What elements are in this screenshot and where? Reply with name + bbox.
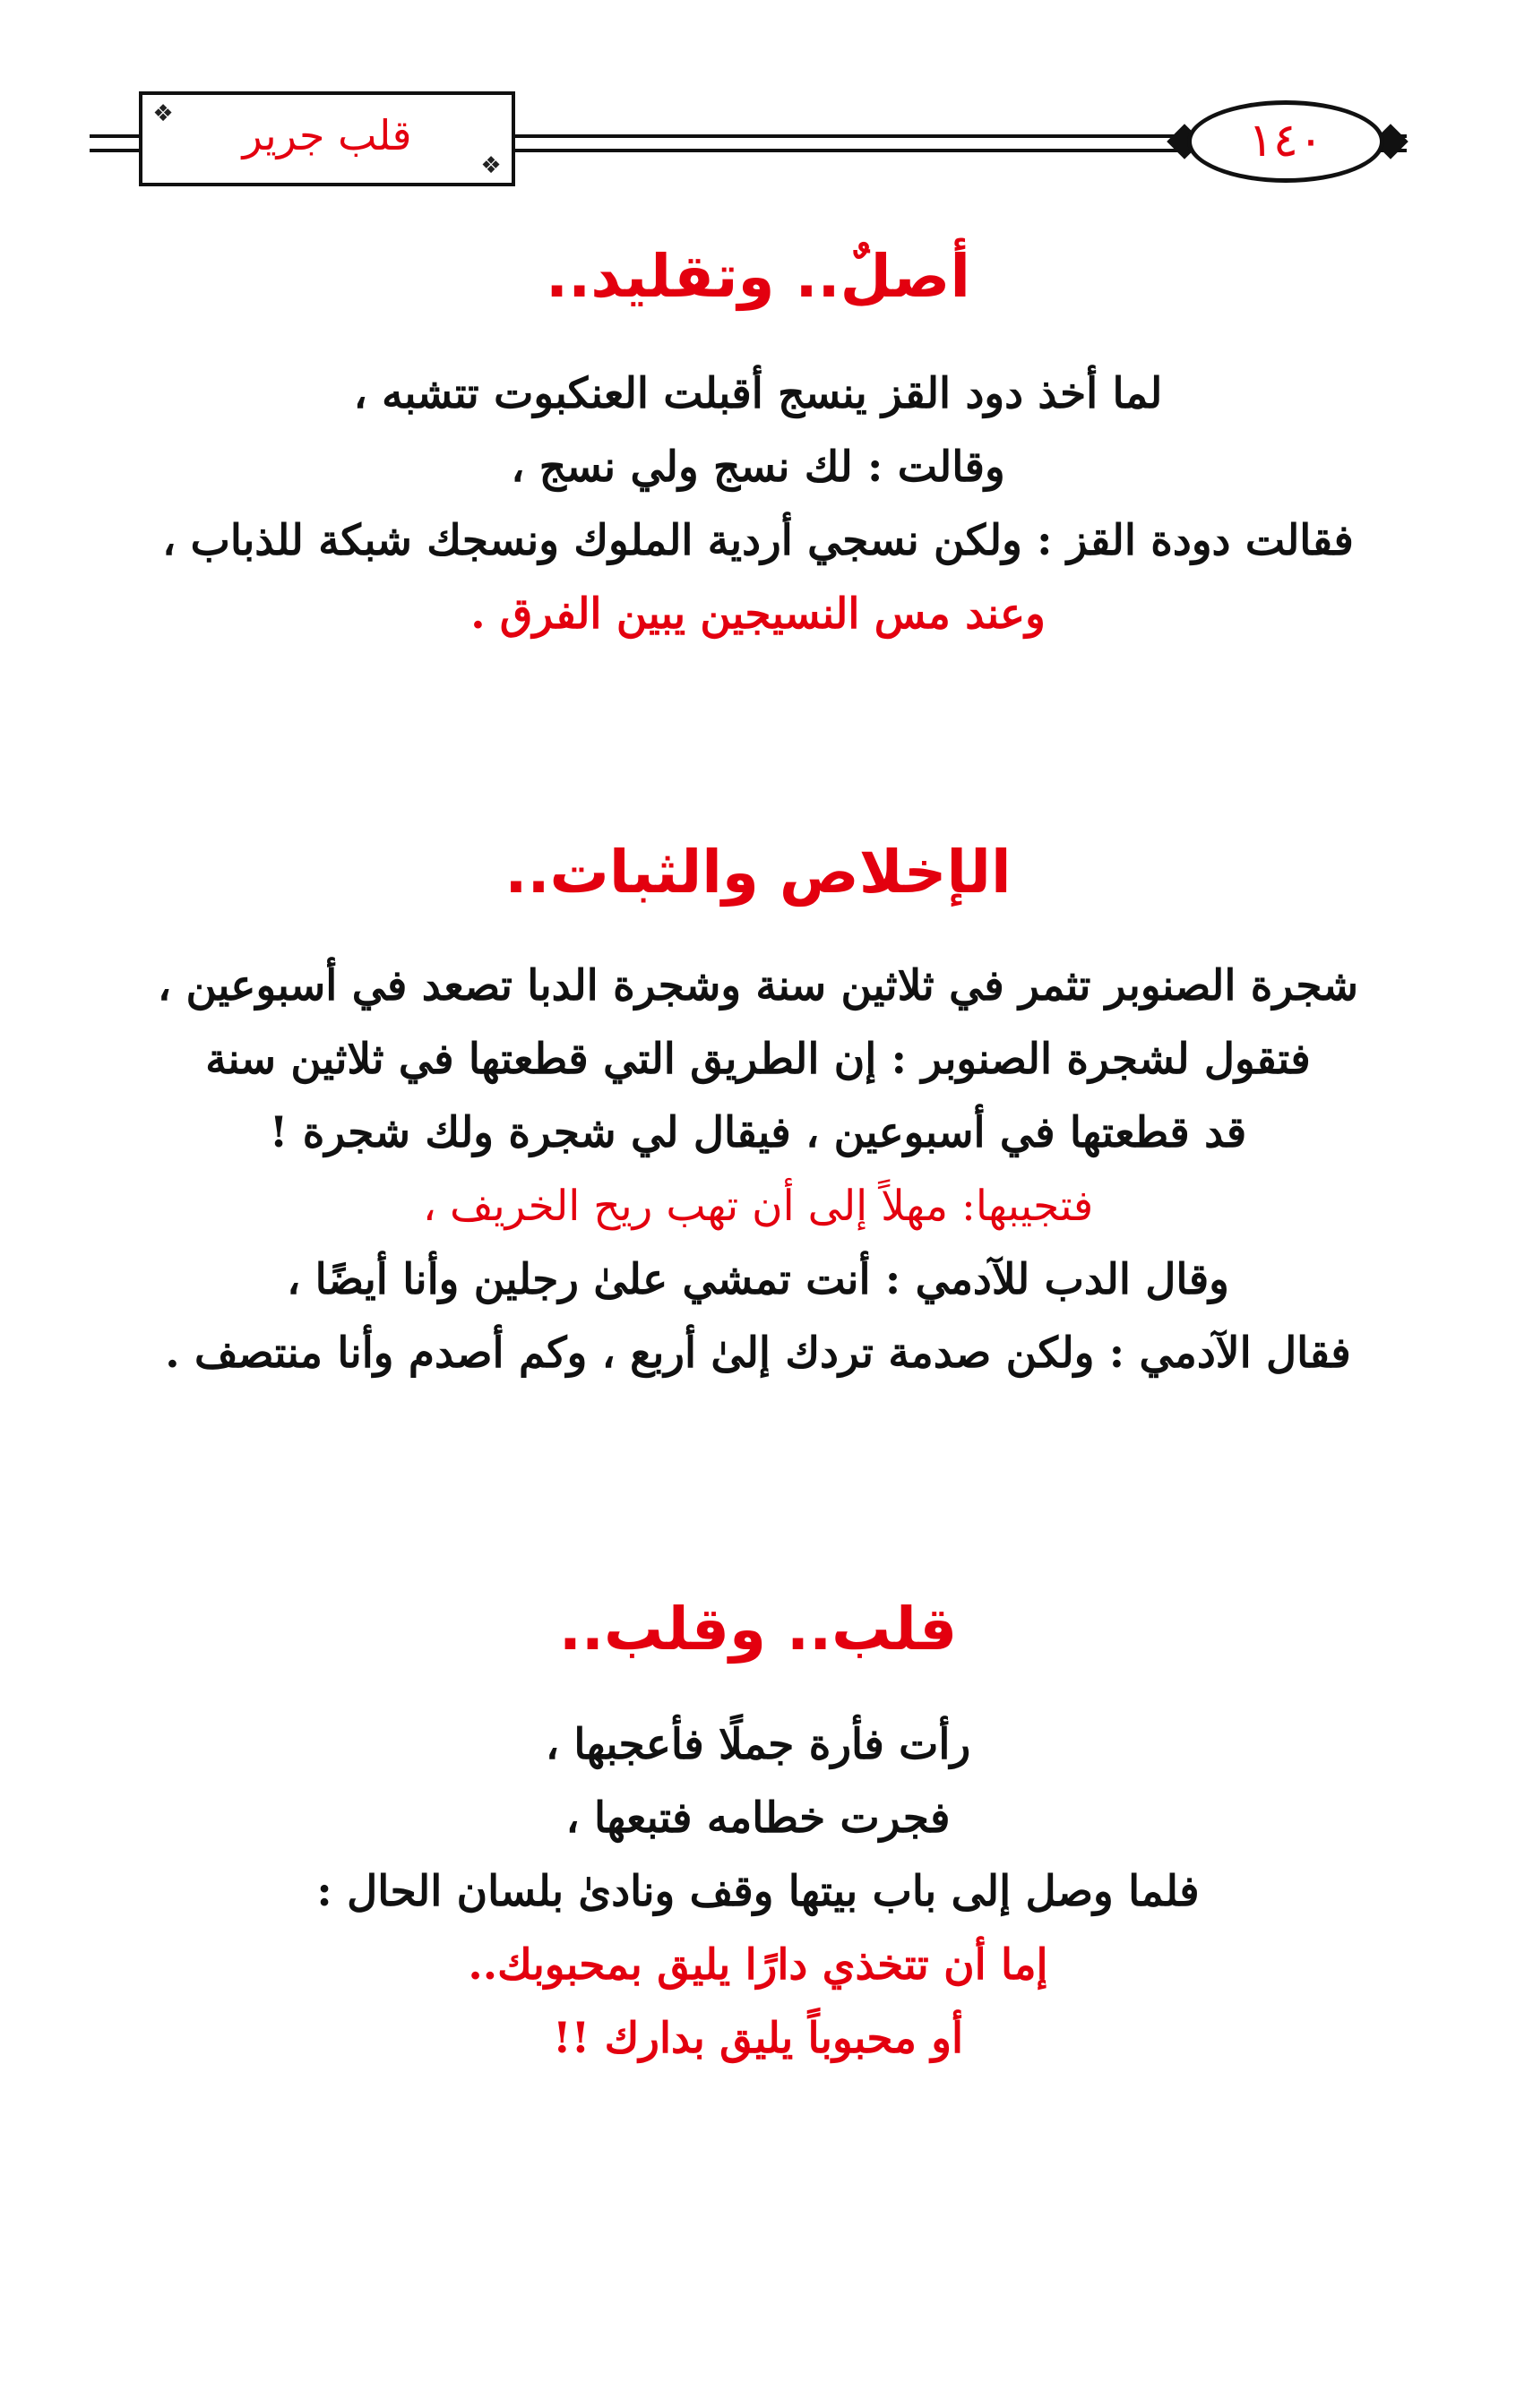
text-line: فقال الآدمي : ولكن صدمة تردك إلىٰ أربع ، وكم أصدم وأنا منتصف . xyxy=(165,1329,1351,1378)
text-line: فتقول لشجرة الصنوبر : إن الطريق التي قطعتها في ثلاثين سنة xyxy=(205,1035,1311,1084)
text-line: فلما وصل إلى باب بيتها وقف ونادىٰ بلسان الحال : xyxy=(316,1867,1200,1916)
book-title: قلب جرير xyxy=(242,111,412,159)
text-line: وقال الدب للآدمي : أنت تمشي علىٰ رجلين وأنا أيضًا ، xyxy=(287,1255,1229,1304)
section-qalb-wa-qalb xyxy=(108,1595,1408,2076)
text-line-highlight: إما أن تتخذي دارًا يليق بمحبوبك.. xyxy=(468,1940,1048,1990)
text-line: وقالت : لك نسج ولي نسج ، xyxy=(511,443,1005,492)
section-heading: قلب.. وقلب.. xyxy=(558,1595,958,1664)
book-title-box xyxy=(139,91,515,186)
page-header xyxy=(0,0,1516,215)
text-line: رأت فأرة جملًا فأعجبها ، xyxy=(545,1720,971,1769)
text-line: فجرت خطامه فتبعها ، xyxy=(565,1793,951,1843)
text-line-highlight: وعند مس النسيجين يبين الفرق . xyxy=(470,589,1046,639)
text-line: لما أخذ دود القز ينسج أقبلت العنكبوت تتشبه ، xyxy=(353,369,1163,418)
section-heading: أصلٌ.. وتقليد.. xyxy=(546,242,970,311)
text-line: قد قطعتها في أسبوعين ، فيقال لي شجرة ولك شجرة ! xyxy=(269,1108,1247,1157)
text-line: شجرة الصنوبر تثمر في ثلاثين سنة وشجرة الدبا تصعد في أسبوعين ، xyxy=(157,961,1359,1010)
text-line-highlight: أو محبوباً يليق بدارك !! xyxy=(552,2014,964,2063)
ornament-icon: ❖ xyxy=(480,152,502,179)
text-line-highlight: فتجيبها: مهلاً إلى أن تهب ريح الخريف ، xyxy=(422,1182,1094,1231)
text-line: فقالت دودة القز : ولكن نسجي أردية الملوك ونسجك شبكة للذباب ، xyxy=(162,516,1354,565)
section-ikhlas-wa-thabat xyxy=(108,838,1408,1390)
page-number: ١٤٠ xyxy=(1187,100,1384,183)
section-heading: الإخلاص والثبات.. xyxy=(504,838,1012,907)
section-asl-wa-taqlid xyxy=(108,242,1408,651)
ornament-icon: ❖ xyxy=(152,100,174,127)
